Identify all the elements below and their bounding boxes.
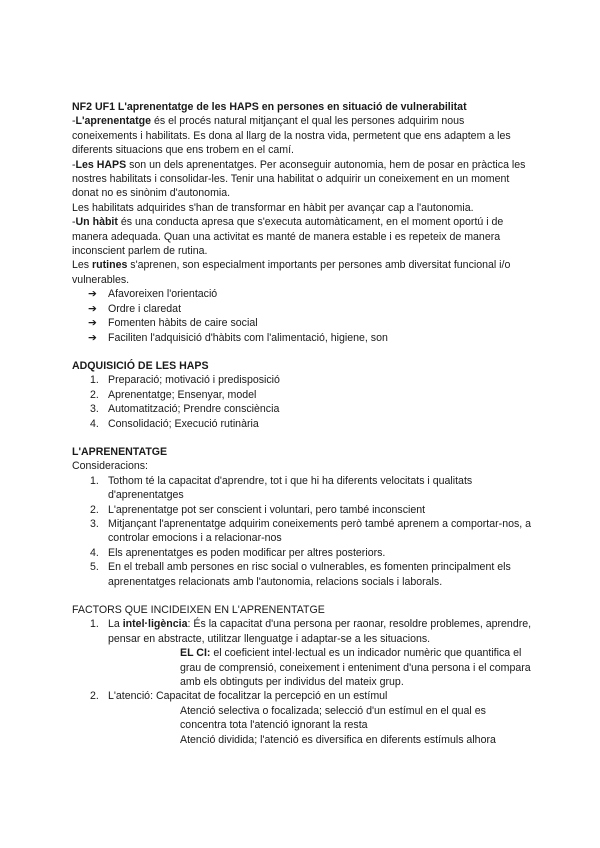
factors-list — [72, 617, 532, 747]
ci-definition: EL CI: el coeficient intel·lectual es un indicador numèric que quantifica el grau de comprensió, coneixement i enteniment d'una persona i el compara amb els obtinguts per individus del mateix grup. — [180, 647, 531, 689]
aprenentatge-subheading: Consideracions: — [72, 460, 148, 473]
atencio-selectiva: Atenció selectiva o focalizada; selecció d'un estímul en el qual es concentra tota l'atenció ignorant la resta — [180, 704, 486, 732]
list-item: 3. Automatització; Prendre consciència — [90, 403, 280, 416]
intro-paragraph-2: -Les HAPS son un dels aprenentatges. Per aconseguir autonomia, hem de posar en pràctica les nostres habilitats i consolidar-les. Tenir una habilitat o adquirir un coneixement en un moment donat no es sinònim d'autonomia. — [72, 158, 526, 200]
atencio-dividida: Atenció dividida; l'atenció es diversifica en diferents estímuls alhora — [180, 733, 496, 746]
list-item: 2. L'aprenentatge pot ser conscient i voluntari, pero també inconscient — [90, 503, 426, 516]
list-item: ➔ Ordre i claredat — [88, 302, 182, 315]
arrow-icon: ➔ — [88, 317, 97, 330]
aprenentatge-list — [72, 474, 532, 589]
list-item: 3. Mitjançant l'aprenentatge adquirim coneixements però també aprenem a comportar-nos, a controlar emocions i a relacionar-nos — [90, 517, 532, 545]
list-item: 2. Aprenentatge; Ensenyar, model — [90, 388, 257, 401]
adquisicio-list — [72, 373, 532, 431]
document-content — [72, 100, 532, 747]
list-item: 4. Consolidació; Execució rutinària — [90, 417, 259, 430]
list-item: 1. La intel·ligència: És la capacitat d'una persona per raonar, resoldre problemes, aprendre, pensar en abstracte, utilitzar llenguatge i adaptar-se a les situacions. EL CI: el coeficient intel·lectual es un indicador numèric que quantifica el grau de comprensió, coneixement i enteniment d'una persona i el compara amb els obtinguts per individus del mateix grup. — [90, 618, 532, 689]
list-item: 1. Preparació; motivació i predisposició — [90, 374, 280, 387]
list-item: 2. L'atenció: Capacitat de focalitzar la percepció en un estímul Atenció selectiva o focalizada; selecció d'un estímul en el qual es concentra tota l'atenció ignorant la resta Atenció dividida; l'atenció es diversifica en diferents estímuls alhora — [72, 689, 532, 747]
arrow-icon: ➔ — [88, 331, 97, 344]
arrow-icon: ➔ — [88, 288, 97, 301]
list-item: 5. En el treball amb persones en risc social o vulnerables, es fomenten principalment els aprenentatges relacionats amb l'autonomia, relacions socials i laborals. — [90, 561, 511, 588]
aprenentatge-heading: L'APRENENTATGE — [72, 445, 168, 458]
intro-paragraph-1: -L'aprenentatge és el procés natural mitjançant el qual les persones adquirim nous coneixements i habilitats. Es dona al llarg de la nostra vida, permetent que ens adaptem a les diferents situacions que ens trobem en el camí. — [72, 115, 511, 157]
adquisicio-heading: ADQUISICIÓ DE LES HAPS — [72, 359, 209, 372]
arrow-icon: ➔ — [88, 302, 97, 315]
intro-paragraph-4: -Un hàbit és una conducta apresa que s'executa automàticament, en el moment oportú i de manera adequada. Quan una activitat es manté de manera estable i es repeteix de manera inconscient parlem de rutina. — [72, 216, 504, 258]
list-item: ➔ Fomenten hàbits de caire social — [88, 317, 258, 330]
page-title: NF2 UF1 L'aprenentatge de les HAPS en persones en situació de vulnerabilitat — [72, 101, 467, 113]
list-item: 4. Els aprenentatges es poden modificar per altres posteriors. — [90, 546, 386, 559]
factors-heading: FACTORS QUE INCIDEIXEN EN L'APRENENTATGE — [72, 604, 325, 616]
rutines-list — [72, 287, 532, 345]
list-item: 1. Tothom té la capacitat d'aprendre, tot i que hi ha diferents velocitats i qualitats d'aprenentatges — [90, 474, 473, 502]
list-item: ➔ Faciliten l'adquisició d'hàbits com l'alimentació, higiene, son — [88, 331, 388, 344]
rutines-paragraph: Les rutines s'aprenen, son especialment importants per persones amb diversitat funcional i/o vulnerables. — [72, 259, 511, 286]
list-item: ➔ Afavoreixen l'orientació — [88, 288, 218, 301]
intro-paragraph-3: Les habilitats adquirides s'han de transformar en hàbit per avançar cap a l'autonomia. — [72, 201, 474, 214]
